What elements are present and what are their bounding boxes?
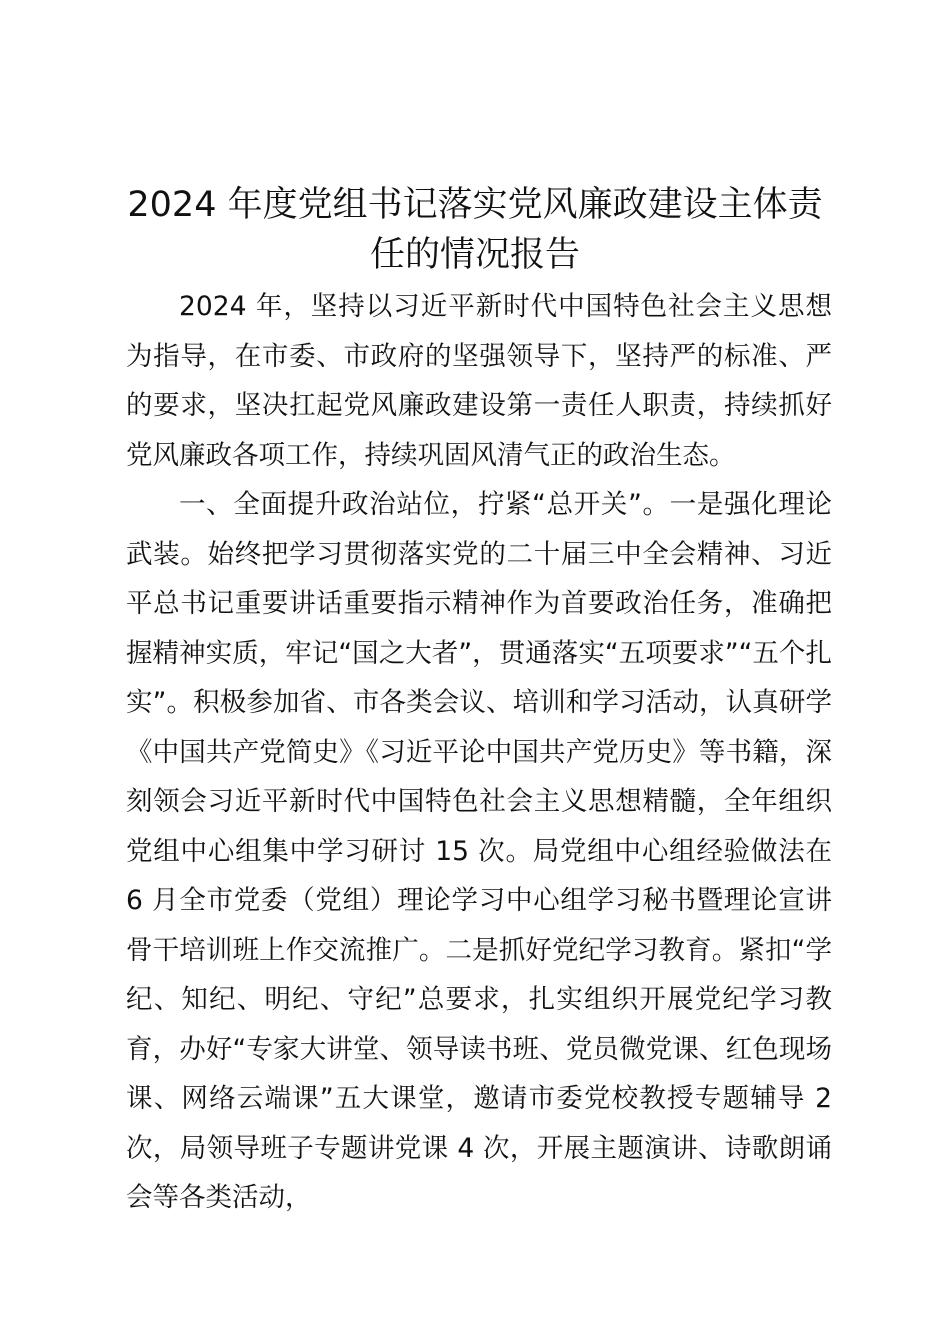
document-title: 2024 年度党组书记落实党风廉政建设主体责任的情况报告	[127, 185, 823, 275]
paragraph-intro: 2024 年，坚持以习近平新时代中国特色社会主义思想为指导，在市委、市政府的坚强领导下，坚持严的标准、严的要求，坚决扛起党风廉政建设第一责任人职责，持续抓好党风廉政各项工作，持续巩固风清气正的政治生态。	[126, 291, 832, 471]
document-body	[126, 282, 832, 1223]
paragraph-section-one: 一、全面提升政治站位，拧紧“总开关”。一是强化理论武装。始终把学习贯彻落实党的二十届三中全会精神、习近平总书记重要讲话重要指示精神作为首要政治任务，准确把握精神实质，牢记“国之大者”，贯通落实“五项要求”“五个扎实”。积极参加省、市各类会议、培训和学习活动，认真研学《中国共产党简史》《习近平论中国共产党历史》等书籍，深刻领会习近平新时代中国特色社会主义思想精髓，全年组织党组中心组集中学习研讨 15 次。局党组中心组经验做法在 6 月全市党委（党组）理论学习中心组学习秘书暨理论宣讲骨干培训班上作交流推广。二是抓好党纪学习教育。紧扣“学纪、知纪、明纪、守纪”总要求，扎实组织开展党纪学习教育，办好“专家大讲堂、领导读书班、党员微党课、红色现场课、网络云端课”五大课堂，邀请市委党校教授专题辅导 2 次，局领导班子专题讲党课 4 次，开展主题演讲、诗歌朗诵会等各类活动，	[126, 489, 832, 1213]
